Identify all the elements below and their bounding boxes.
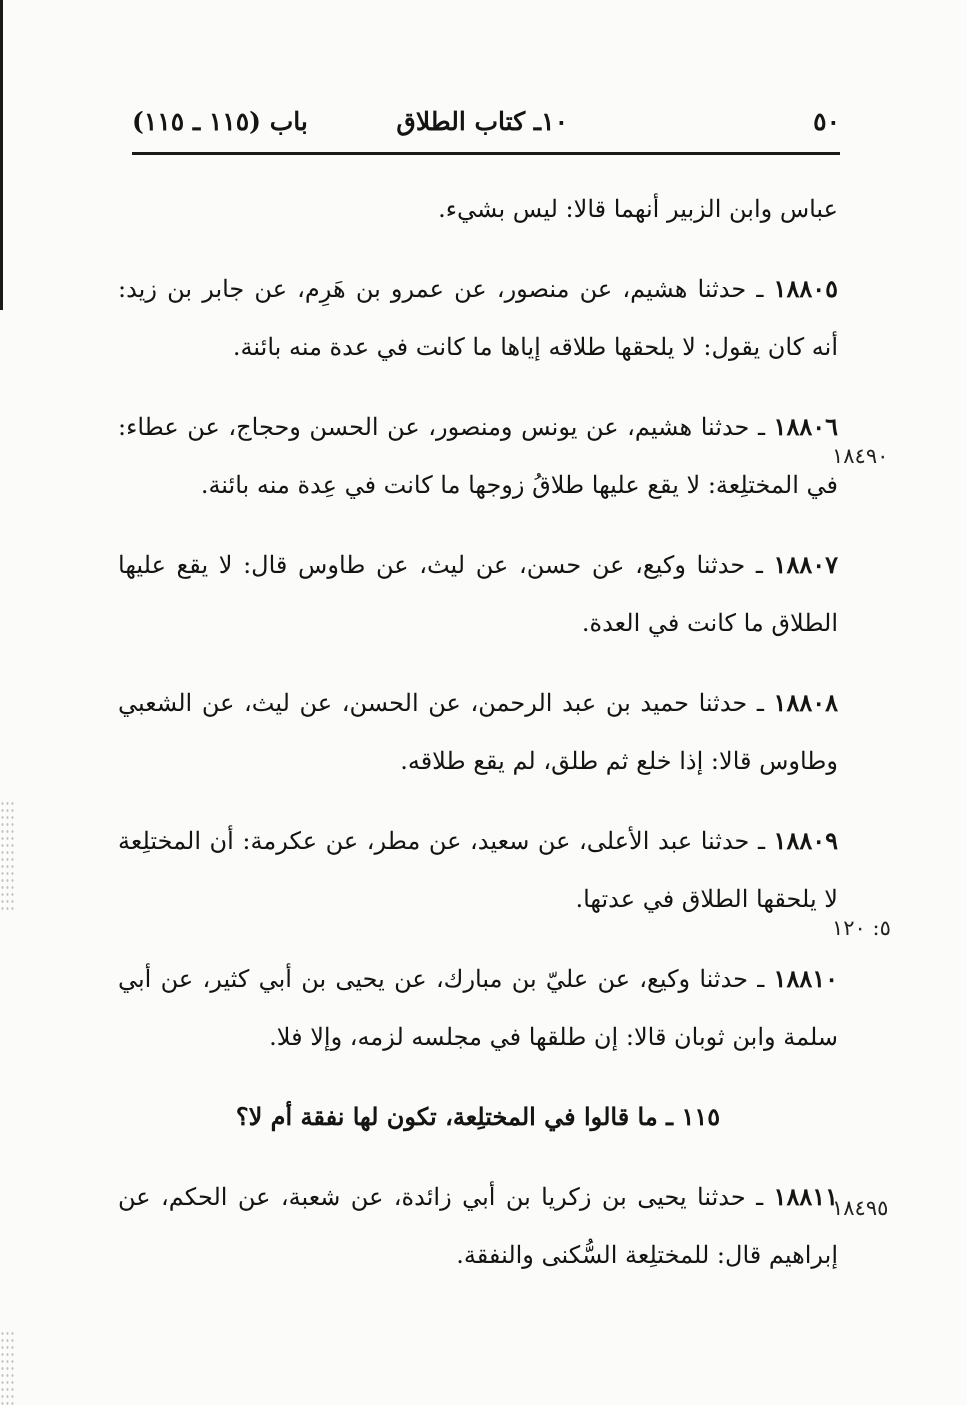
scan-noise [0,800,16,910]
hadith-number: ١٨٨٠٦ [773,412,838,441]
header-rule [132,152,840,155]
hadith-paragraph [118,260,838,376]
margin-reference: ١٨٤٩٥ [832,1196,889,1220]
chapter-reference: باب (١١٥ ـ ١١٥) [132,107,308,136]
book-title: ١٠ـ كتاب الطلاق [396,107,568,136]
page-header [132,104,840,144]
hadith-number: ١٨٨١٠ [773,964,838,993]
hadith-text: ـ حدثنا هشيم، عن يونس ومنصور، عن الحسن وحجاج، عن عطاء: في المختلِعة: لا يقع عليها طلاقُ زوجها ما كانت في عِدة منه بائنة. [118,413,838,499]
scan-noise [0,1330,16,1405]
hadith-text: ـ حدثنا حميد بن عبد الرحمن، عن الحسن، عن ليث، عن الشعبي وطاوس قالا: إذا خلع ثم طلق، لم يقع طلاقه. [118,689,838,775]
hadith-text: ـ حدثنا يحيى بن زكريا بن أبي زائدة، عن شعبة، عن الحكم، عن إبراهيم قال: للمختلِعة السُّكنى والنفقة. [118,1183,838,1269]
section-heading: ١١٥ ـ ما قالوا في المختلِعة، تكون لها نفقة أم لا؟ [235,1102,721,1131]
hadith-paragraph [118,812,838,928]
hadith-text: ـ حدثنا هشيم، عن منصور، عن عمرو بن هَرِم، عن جابر بن زيد: أنه كان يقول: لا يلحقها طلاقه إياها ما كانت في عدة منه بائنة. [118,275,838,361]
page-edge-line [0,0,3,310]
hadith-text: ـ حدثنا وكيع، عن حسن، عن ليث، عن طاوس قال: لا يقع عليها الطلاق ما كانت في العدة. [118,551,838,637]
hadith-paragraph [118,674,838,790]
hadith-number: ١٨٨٠٩ [773,826,838,855]
hadith-paragraph [118,398,838,514]
hadith-number: ١٨٨٠٧ [773,550,838,579]
margin-reference: ١٨٤٩٠ [832,444,889,468]
hadith-paragraph [118,536,838,652]
main-text [118,180,838,1284]
paragraph-text: عباس وابن الزبير أنهما قالا: ليس بشيء. [438,195,838,223]
hadith-text: ـ حدثنا وكيع، عن عليّ بن مبارك، عن يحيى بن أبي كثير، عن أبي سلمة وابن ثوبان قالا: إن طلقها في مجلسه لزمه، وإلا فلا. [118,965,838,1051]
margin-reference: ٥: ١٢٠ [832,916,891,940]
hadith-number: ١٨٨٠٥ [773,274,838,303]
hadith-text: ـ حدثنا عبد الأعلى، عن سعيد، عن مطر، عن عكرمة: أن المختلِعة لا يلحقها الطلاق في عدتها. [118,827,838,913]
hadith-number: ١٨٨٠٨ [773,688,838,717]
hadith-number: ١٨٨١١ [773,1182,838,1211]
hadith-paragraph [118,1168,838,1284]
page-number: ٥٠ [813,107,840,136]
hadith-paragraph [118,950,838,1066]
paragraph-continuation [118,180,838,238]
